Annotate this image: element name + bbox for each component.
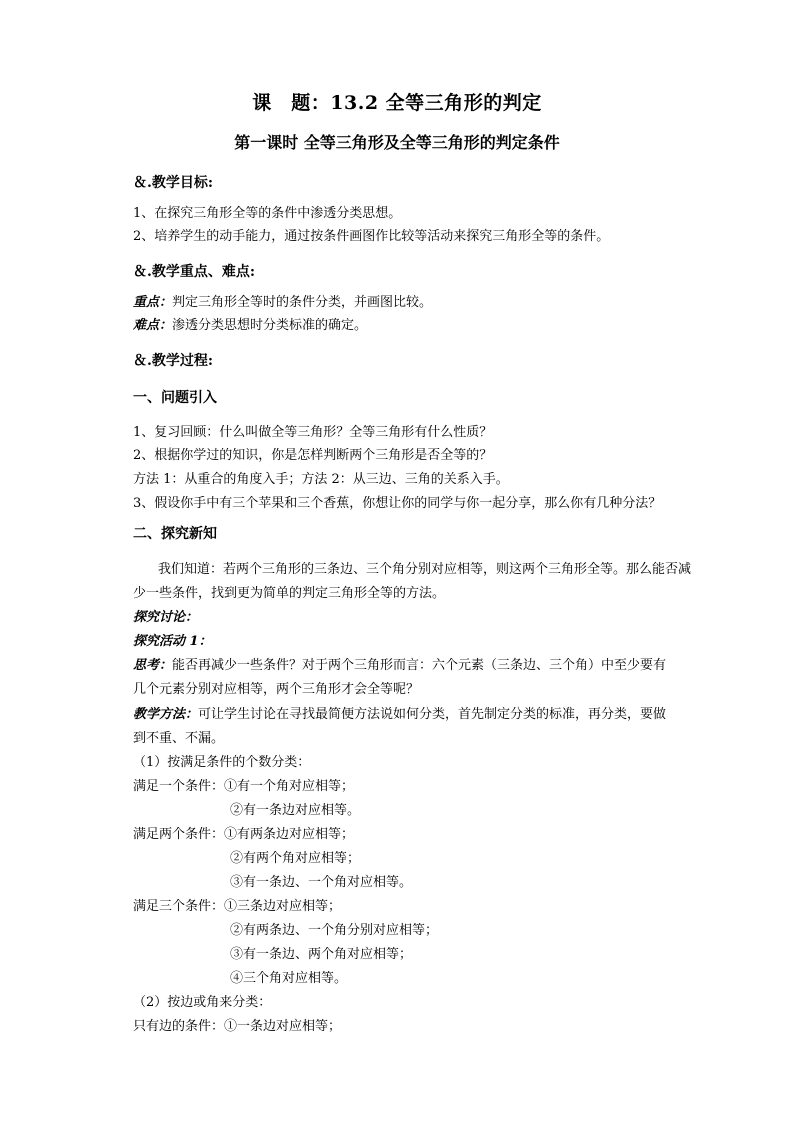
edge-only-row bbox=[133, 1017, 341, 1037]
think-line1 bbox=[133, 656, 666, 676]
one-condition-label: 满足一个条件： bbox=[133, 779, 225, 794]
think-label: 思考： bbox=[133, 658, 173, 673]
key-point bbox=[133, 293, 432, 313]
method-text: 可让学生讨论在寻找最简便方法说如何分类，首先制定分类的标准，再分类，要做 bbox=[198, 707, 667, 722]
section1-item: 2、根据你学过的知识，你是怎样判断两个三角形是否全等的？ bbox=[133, 448, 493, 463]
three-condition-item: ④三个角对应相等。 bbox=[230, 971, 348, 986]
three-condition-label: 满足三个条件： bbox=[133, 899, 225, 914]
edge-only-item: ①一条边对应相等； bbox=[224, 1019, 342, 1034]
two-condition-label: 满足两个条件： bbox=[133, 827, 225, 842]
discussion-label: 探究讨论： bbox=[133, 610, 199, 625]
section2-intro-line2: 少一些条件，找到更为简单的判定三角形全等的方法。 bbox=[133, 586, 446, 601]
objective-item: 2、培养学生的动手能力，通过按条件画图作比较等活动来探究三角形全等的条件。 bbox=[133, 229, 610, 244]
key-point-label: 重点： bbox=[133, 295, 173, 310]
keypoints-heading: ＆.教学重点、难点: bbox=[133, 264, 256, 280]
activity-label: 探究活动 1： bbox=[133, 634, 212, 649]
section2-intro-line1: 我们知道：若两个三角形的三条边、三个角分别对应相等，则这两个三角形全等。那么能否减 bbox=[158, 562, 692, 577]
difficult-point-text: 渗透分类思想时分类标准的确定。 bbox=[172, 318, 368, 333]
process-heading: ＆.教学过程: bbox=[133, 353, 214, 369]
classify2-heading: （2）按边或角来分类： bbox=[133, 995, 272, 1010]
key-point-text: 判定三角形全等时的条件分类，并画图比较。 bbox=[172, 295, 433, 310]
two-condition-item: ①有两条边对应相等； bbox=[224, 827, 355, 842]
think-text: 能否再减少一些条件？对于两个三角形而言：六个元素（三条边、三个角）中至少要有 bbox=[172, 658, 667, 673]
one-condition-row bbox=[133, 777, 354, 797]
three-condition-item: ③有一条边、两个角对应相等； bbox=[230, 947, 413, 962]
method-label: 教学方法： bbox=[133, 707, 199, 722]
section1-item: 3、假设你手中有三个苹果和三个香蕉，你想让你的同学与你一起分享，那么你有几种分法？ bbox=[133, 496, 662, 511]
lesson-title: 课 题：13.2 全等三角形的判定 bbox=[252, 92, 542, 114]
section2-heading: 二、探究新知 bbox=[133, 526, 217, 542]
method-line2: 到不重、不漏。 bbox=[133, 731, 225, 746]
two-condition-item: ②有两个角对应相等； bbox=[230, 851, 361, 866]
think-line2: 几个元素分别对应相等，两个三角形才会全等呢？ bbox=[133, 682, 420, 697]
three-condition-row bbox=[133, 897, 341, 917]
one-condition-item: ②有一条边对应相等。 bbox=[230, 803, 361, 818]
difficult-point bbox=[133, 316, 367, 336]
edge-only-label: 只有边的条件： bbox=[133, 1019, 225, 1034]
three-condition-item: ①三条边对应相等； bbox=[224, 899, 342, 914]
two-condition-item: ③有一条边、一个角对应相等。 bbox=[230, 875, 413, 890]
section1-heading: 一、问题引入 bbox=[133, 390, 217, 406]
two-condition-row bbox=[133, 825, 354, 845]
section1-item: 方法 1：从重合的角度入手；方法 2：从三边、三角的关系入手。 bbox=[133, 472, 509, 487]
difficult-point-label: 难点： bbox=[133, 318, 173, 333]
one-condition-item: ①有一个角对应相等； bbox=[224, 779, 355, 794]
three-condition-item: ②有两条边、一个角分别对应相等； bbox=[230, 923, 439, 938]
section1-item: 1、复习回顾：什么叫做全等三角形？全等三角形有什么性质？ bbox=[133, 425, 493, 440]
lesson-subtitle: 第一课时 全等三角形及全等三角形的判定条件 bbox=[234, 133, 560, 152]
method-line1 bbox=[133, 705, 666, 725]
objective-item: 1、在探究三角形全等的条件中渗透分类思想。 bbox=[133, 206, 402, 221]
classify1-heading: （1）按满足条件的个数分类： bbox=[133, 755, 311, 770]
objectives-heading: ＆.教学目标: bbox=[133, 175, 214, 191]
